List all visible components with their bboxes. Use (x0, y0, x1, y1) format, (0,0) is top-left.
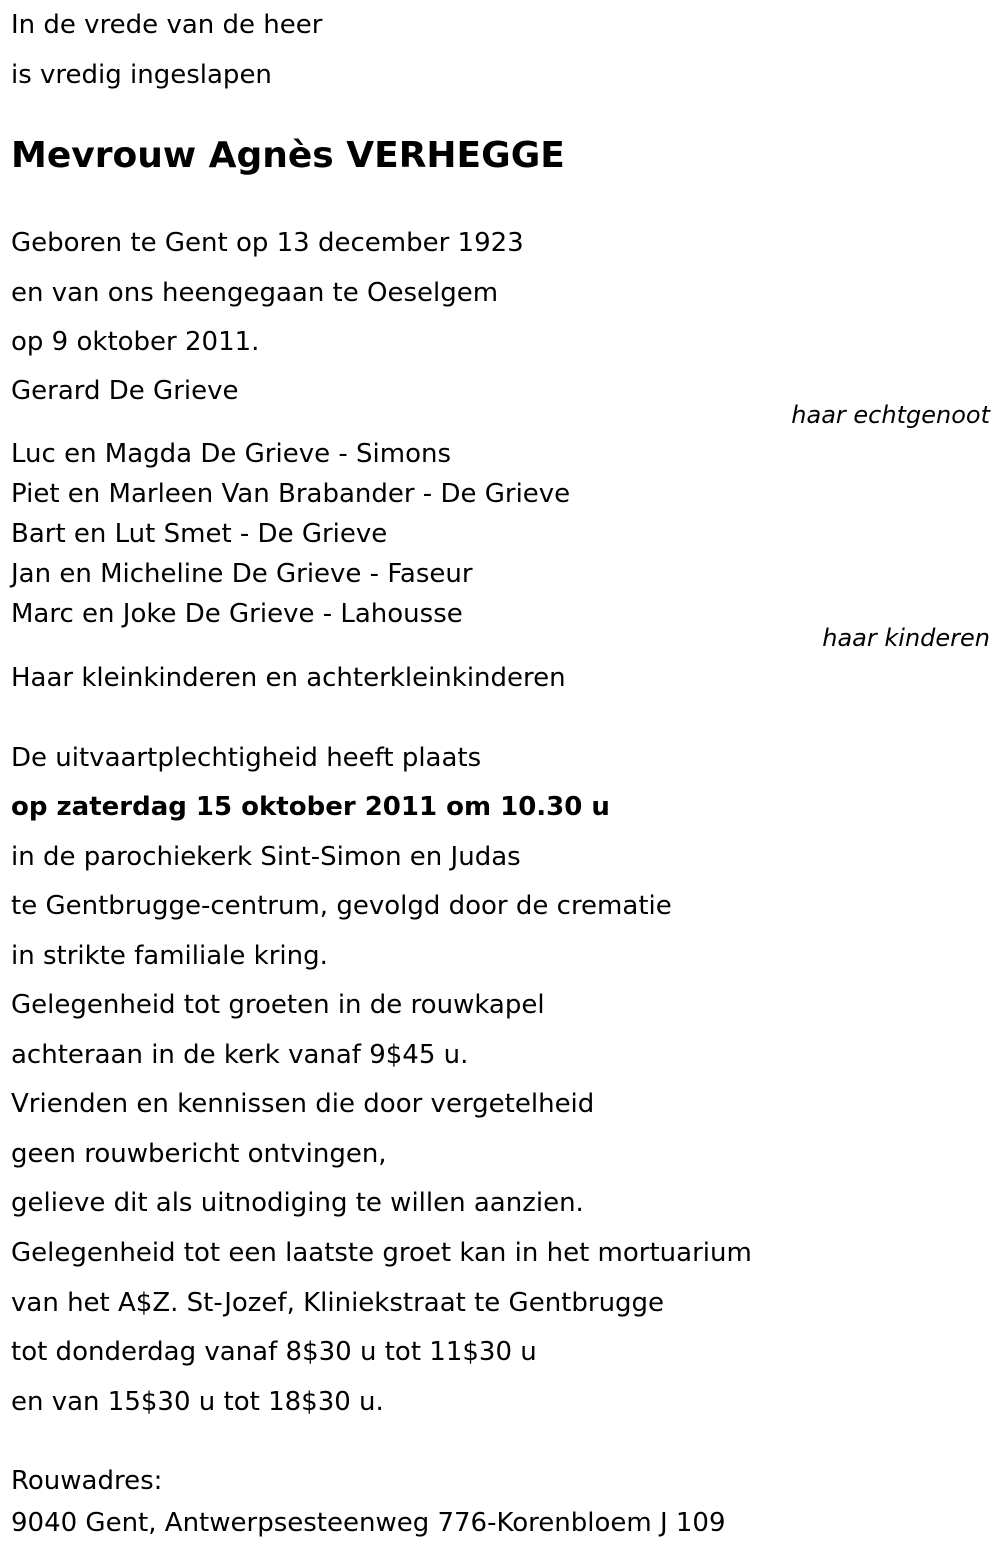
intro-line: is vredig ingeslapen (11, 60, 272, 90)
address-label: Rouwadres: (11, 1466, 163, 1496)
child-line: Jan en Micheline De Grieve - Faseur (11, 559, 473, 589)
funeral-line: van het A$Z. St-Jozef, Kliniekstraat te Gentbrugge (11, 1288, 665, 1318)
funeral-line: Gelegenheid tot een laatste groet kan in het mortuarium (11, 1238, 752, 1268)
funeral-line: achteraan in de kerk vanaf 9$45 u. (11, 1040, 469, 1070)
birth-line: en van ons heengegaan te Oeselgem (11, 278, 499, 308)
funeral-line: tot donderdag vanaf 8$30 u tot 11$30 u (11, 1337, 537, 1367)
funeral-line: gelieve dit als uitnodiging te willen aanzien. (11, 1188, 584, 1218)
spouse-name: Gerard De Grieve (11, 376, 239, 406)
deceased-name: Mevrouw Agnès VERHEGGE (11, 135, 565, 176)
child-line: Bart en Lut Smet - De Grieve (11, 519, 388, 549)
child-line: Luc en Magda De Grieve - Simons (11, 439, 451, 469)
address-value: 9040 Gent, Antwerpsesteenweg 776-Korenbloem J 109 (11, 1508, 726, 1538)
birth-line: op 9 oktober 2011. (11, 327, 260, 357)
birth-line: Geboren te Gent op 13 december 1923 (11, 228, 524, 258)
funeral-date: op zaterdag 15 oktober 2011 om 10.30 u (11, 792, 610, 822)
funeral-line: in strikte familiale kring. (11, 941, 328, 971)
funeral-line: en van 15$30 u tot 18$30 u. (11, 1387, 384, 1417)
funeral-intro: De uitvaartplechtigheid heeft plaats (11, 743, 482, 773)
funeral-line: in de parochiekerk Sint-Simon en Judas (11, 842, 521, 872)
children-role: haar kinderen (822, 624, 990, 652)
funeral-line: te Gentbrugge-centrum, gevolgd door de crematie (11, 891, 672, 921)
intro-line: In de vrede van de heer (11, 10, 323, 40)
funeral-line: Gelegenheid tot groeten in de rouwkapel (11, 990, 545, 1020)
funeral-line: Vrienden en kennissen die door vergetelheid (11, 1089, 595, 1119)
child-line: Piet en Marleen Van Brabander - De Grieve (11, 479, 571, 509)
funeral-line: geen rouwbericht ontvingen, (11, 1139, 387, 1169)
child-line: Marc en Joke De Grieve - Lahousse (11, 599, 463, 629)
grandchildren-line: Haar kleinkinderen en achterkleinkinderen (11, 663, 566, 693)
spouse-role: haar echtgenoot (791, 401, 990, 429)
